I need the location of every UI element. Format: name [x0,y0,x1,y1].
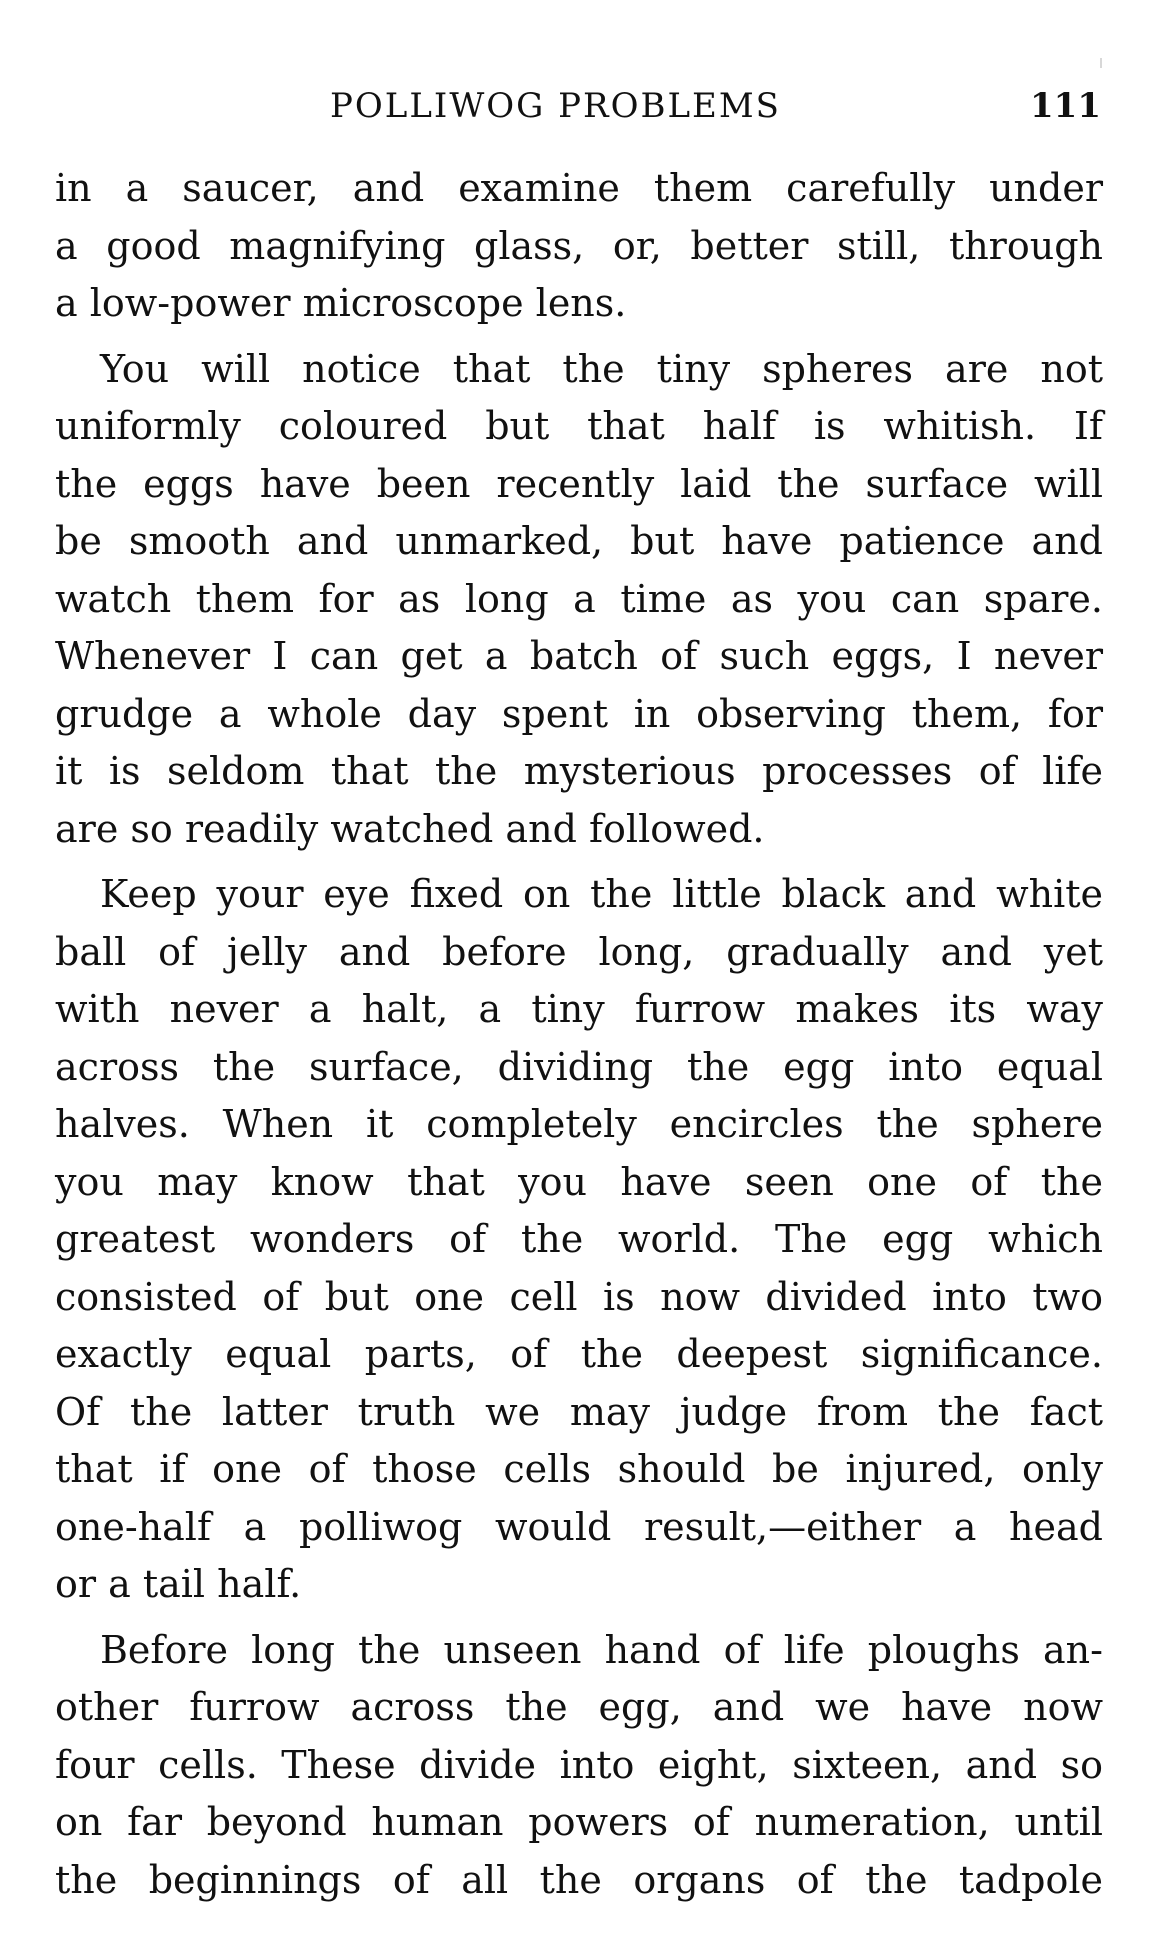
text-line: it is seldom that the mysterious processes of life [55,749,1103,793]
text-line: watch them for as long a time as you can spare. [55,576,1103,621]
text-line: in a saucer, and examine them carefully under [55,166,1103,210]
paragraph-1 [55,160,1103,333]
text-line: you may know that you have seen one of the [55,1159,1103,1204]
text-line: the beginnings of all the organs of the tadpole [55,1857,1103,1902]
text-line: are so readily watched and followed. [55,806,765,851]
text-line: halves. When it completely encircles the sphere [55,1102,1103,1146]
text-line: that if one of those cells should be injured, only [55,1447,1103,1491]
text-line: Whenever I can get a batch of such eggs, I never [55,634,1103,678]
text-line: be smooth and unmarked, but have patience and [55,519,1103,563]
paragraph-3 [55,866,1103,1614]
text-line: Keep your eye fixed on the little black and white [100,872,1103,916]
paragraph-4 [55,1622,1103,1910]
text-line: Of the latter truth we may judge from the fact [55,1389,1103,1434]
page-number: 111 [1030,86,1101,126]
text-line: on far beyond human powers of numeration, until [55,1800,1103,1844]
text-line: greatest wonders of the world. The egg which [55,1217,1103,1261]
running-title: POLLIWOG PROBLEMS [330,86,781,126]
text-line: grudge a whole day spent in observing them, for [55,691,1103,736]
text-line: Before long the unseen hand of life ploughs an- [100,1627,1103,1672]
text-line: ball of jelly and before long, gradually and yet [55,929,1103,974]
text-line: across the surface, dividing the egg into equal [55,1044,1103,1089]
text-line: the eggs have been recently laid the surface will [55,461,1103,506]
text-line: exactly equal parts, of the deepest significance. [55,1332,1103,1376]
text-line: four cells. These divide into eight, sixteen, and so [55,1742,1103,1787]
running-head [0,86,1158,136]
text-line: one-half a polliwog would result,—either a head [55,1504,1103,1549]
text-line: or a tail half. [55,1562,302,1606]
text-line: a low-power microscope lens. [55,281,627,325]
paragraph-2 [55,341,1103,859]
body-text [55,160,1103,1909]
text-line: consisted of but one cell is now divided into two [55,1274,1103,1319]
text-line: You will notice that the tiny spheres are not [100,346,1103,391]
text-line: uniformly coloured but that half is whitish. If [55,404,1103,448]
text-line: other furrow across the egg, and we have now [55,1685,1103,1729]
page-mark [1100,58,1102,68]
text-line: a good magnifying glass, or, better still, through [55,223,1103,268]
text-line: with never a halt, a tiny furrow makes its way [55,987,1103,1031]
